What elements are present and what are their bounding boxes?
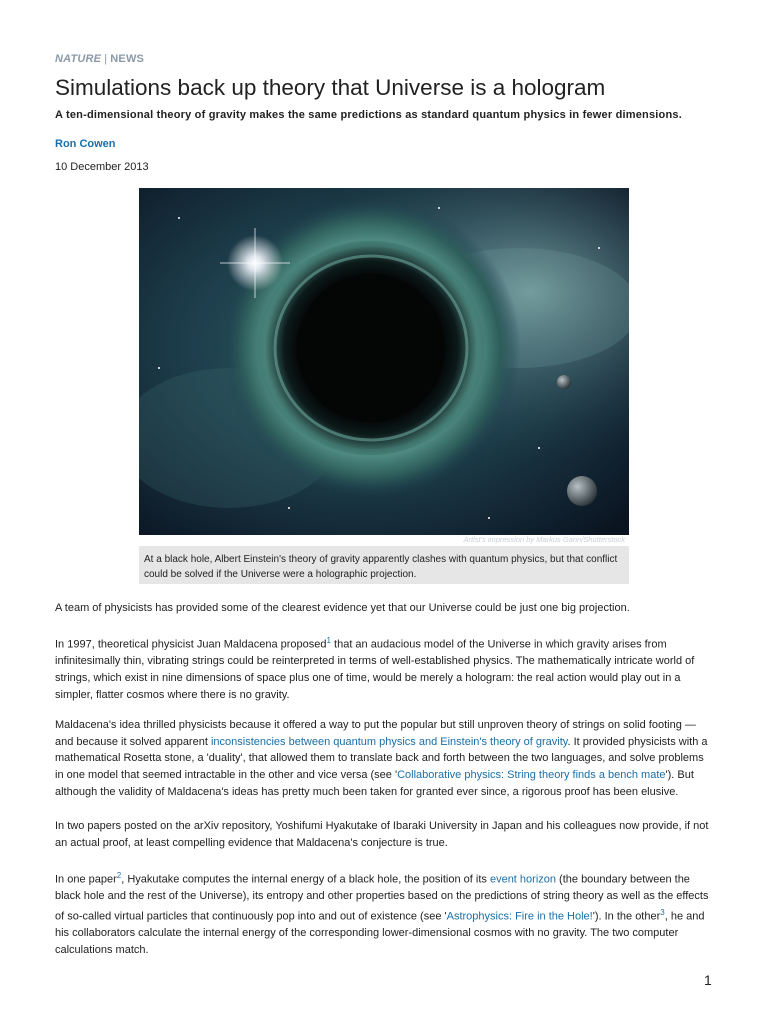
fire-in-the-hole-link[interactable]: Astrophysics: Fire in the Hole! <box>446 910 593 923</box>
paragraph-3-text-b: . It provided physicists with a mathematical Rosetta stone, a 'duality', that allowed them to translate back and forth between the two languages, and solve problems in one model that seemed intractable in the other and vice versa (see ' <box>55 735 708 782</box>
paragraph-4-text: In two papers posted on the arXiv repository, Yoshifumi Hyakutake of Ibaraki University in Japan and his colleagues now provide, if not an actual proof, at least compelling evidence that Maldacena's conjecture is true. <box>55 820 709 849</box>
author-link[interactable]: Ron Cowen <box>55 138 116 150</box>
publish-date: 10 December 2013 <box>55 161 149 173</box>
black-hole-illustration-icon <box>139 188 629 535</box>
paragraph-3-text-c: '). But although the validity of Maldacena's ideas has pretty much been taken for granted ever since, a rigorous proof has been elusive. <box>55 769 694 798</box>
paragraph-2 <box>55 633 715 703</box>
paragraph-5-text-b: , Hyakutake computes the internal energy of a black hole, the position of its <box>121 873 490 886</box>
paragraph-3 <box>55 717 715 801</box>
page-number: 1 <box>704 972 712 988</box>
paragraph-2-text-b: that an audacious model of the Universe in which gravity arises from infinitesimally thin, vibrating strings could be reinterpreted in terms of well-established physics. The mathematically intricate world of strings, which exist in nine dimensions of space plus one of time, would be merely a hologram: the real action would play out in a simpler, flatter cosmos where there is no gravity. <box>55 638 695 701</box>
figure <box>139 188 629 580</box>
paragraph-5-text-c: (the boundary between the black hole and the rest of the Universe), its entropy and other properties based on the predictions of string theory as well as the effects of so-called virtual particles that continuously pop into and out of existence (see ' <box>55 873 709 923</box>
image-credit: Artist's impression by Markus Gann/Shutterstock <box>463 535 625 544</box>
paragraph-5 <box>55 868 715 959</box>
paragraph-2-text-a: In 1997, theoretical physicist Juan Maldacena proposed <box>55 638 327 651</box>
section-label[interactable]: NEWS <box>110 53 145 65</box>
paragraph-5-text-a: In one paper <box>55 873 117 886</box>
kicker-separator: | <box>104 53 108 65</box>
standfirst: A ten-dimensional theory of gravity makes the same predictions as standard quantum physics in fewer dimensions. <box>55 109 682 121</box>
event-horizon-link[interactable]: event horizon <box>489 873 556 886</box>
kicker <box>55 53 144 65</box>
reference-1-link[interactable]: 1 <box>326 636 331 645</box>
reference-3-link[interactable]: 3 <box>660 908 665 918</box>
paragraph-5-text-e: , he and his collaborators calculate the internal energy of the corresponding lower-dimensional cosmos with no gravity. The two computer calculations match. <box>55 910 705 957</box>
inconsistencies-link[interactable]: inconsistencies between quantum physics and Einstein's theory of gravity <box>210 735 568 748</box>
publication-label[interactable]: NATURE <box>55 53 102 65</box>
paragraph-3-text-a: Maldacena's idea thrilled physicists because it offered a way to put the popular but still unproven theory of strings on solid footing — and because it solved apparent <box>55 719 696 748</box>
paragraph-1-text: A team of physicists has provided some of the clearest evidence yet that our Universe could be just one big projection. <box>55 602 630 614</box>
caption-box <box>139 546 629 584</box>
paragraph-5-text-d: '). In the other <box>592 910 661 923</box>
figure-caption: At a black hole, Albert Einstein's theory of gravity apparently clashes with quantum physics, but that conflict could be solved if the Universe were a holographic projection. <box>144 554 618 580</box>
paragraph-4 <box>55 818 715 851</box>
article-title: Simulations back up theory that Universe is a hologram <box>55 75 606 100</box>
collaborative-physics-link[interactable]: Collaborative physics: String theory finds a bench mate <box>397 769 666 782</box>
paragraph-1 <box>55 600 715 617</box>
reference-2-link[interactable]: 2 <box>116 871 122 880</box>
